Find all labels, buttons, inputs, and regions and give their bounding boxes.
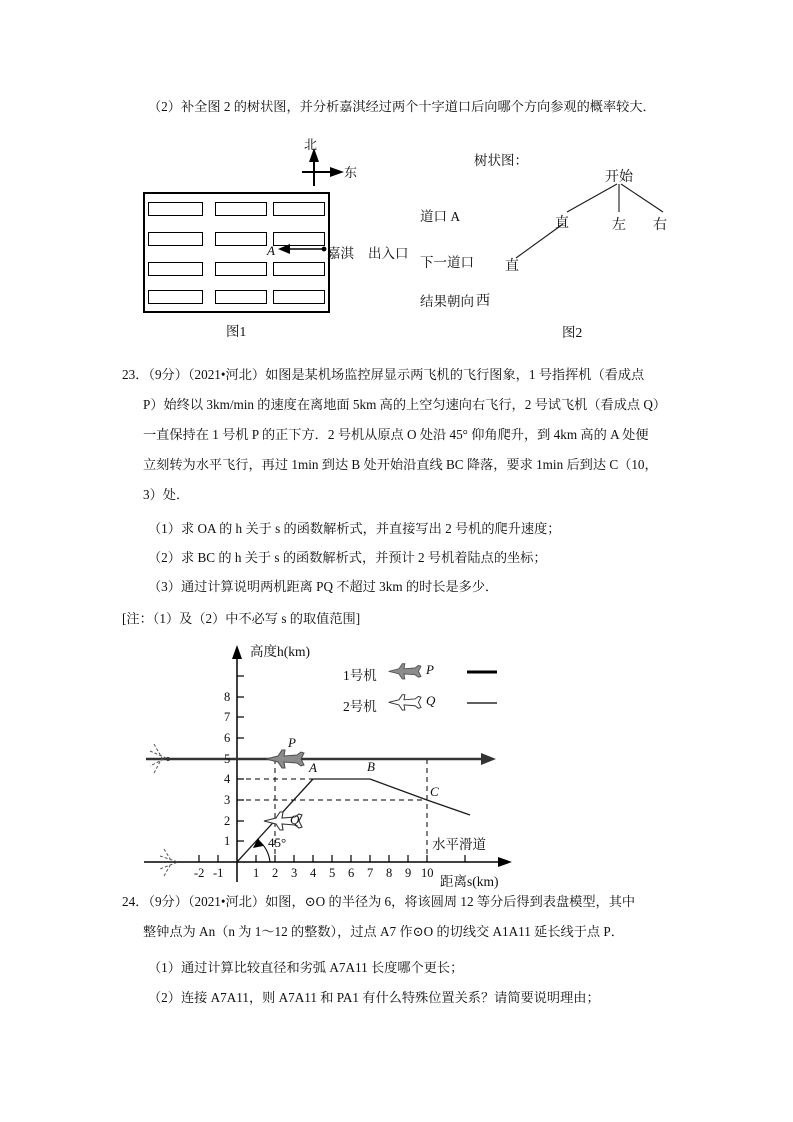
figure2-caption: 图2	[562, 325, 583, 340]
chart-ytick-5: 5	[224, 752, 231, 766]
compass-rose	[296, 137, 396, 190]
chart-ytick-2: 2	[224, 814, 231, 828]
q24-sub-1: （2）连接 A7A11，则 A7A11 和 PA1 有什么特殊位置关系？请简要说明理由；	[148, 990, 600, 1005]
chart-xtick-6: 6	[348, 866, 355, 880]
tree-node-l2-0: 直	[505, 259, 519, 274]
chart-xtick-4: 4	[310, 866, 317, 880]
figure1-point-a-label: A	[267, 243, 275, 258]
parking-slot	[273, 202, 325, 216]
legend-label-2: 2号机	[343, 699, 377, 714]
parking-slot-row	[143, 202, 330, 216]
tree-node-l1-0: 直	[555, 216, 569, 231]
q23-sub-1: （2）求 BC 的 h 关于 s 的函数解析式，并预计 2 号机着陆点的坐标；	[148, 550, 547, 565]
figure2-tree-diagram	[420, 150, 680, 340]
parking-slot	[215, 232, 267, 246]
figure1-entrance-label: 出入口	[368, 246, 409, 261]
chart-xtick-3: 3	[291, 866, 298, 880]
chart-xtick--1: -1	[213, 866, 224, 880]
legend-point-2: Q	[426, 693, 436, 708]
figure1-person-label: 嘉淇	[327, 246, 354, 261]
q23-line-3: 立刻转为水平飞行，再过 1min 到达 B 处开始沿直线 BC 降落，要求 1min 后到达 C（10，	[143, 457, 658, 472]
chart-ytick-4: 4	[224, 772, 231, 786]
q22-part2-text: （2）补全图 2 的树状图，并分析嘉淇经过两个十字道口后向哪个方向参观的概率较大．	[148, 99, 656, 114]
tree-row-label-0: 道口 A	[420, 209, 461, 224]
chart-ylabel: 高度h(km)	[250, 644, 310, 659]
chart-point-label-a: A	[309, 760, 317, 775]
figure1-direction-arrow	[276, 240, 324, 258]
parking-slot	[148, 262, 203, 276]
chart-xtick-5: 5	[329, 866, 336, 880]
parking-slot	[215, 290, 267, 304]
figure1-caption: 图1	[226, 324, 247, 339]
q23-line-0: 23．（9分）（2021•河北）如图是某机场监控屏显示两飞机的飞行图象，1 号指挥机（看成点	[122, 367, 645, 382]
tree-node-root: 开始	[605, 170, 633, 185]
q23-line-2: 一直保持在 1 号机 P 的正下方．2 号机从原点 O 处沿 45° 仰角爬升，到 4km 高的 A 处便	[143, 427, 649, 442]
q23-sub-2: （3）通过计算说明两机距离 PQ 不超过 3km 的时长是多少．	[148, 579, 499, 594]
chart-ytick-8: 8	[224, 690, 231, 704]
chart-runway-label: 水平滑道	[432, 837, 486, 852]
q23-sub-0: （1）求 OA 的 h 关于 s 的函数解析式，并直接写出 2 号机的爬升速度；	[148, 521, 561, 536]
q23-line-1: P）始终以 3km/min 的速度在离地面 5km 高的上空匀速向右飞行，2 号试飞机（看成点 Q）	[143, 397, 667, 412]
chart-xtick-10: 10	[421, 866, 434, 880]
parking-slot	[148, 202, 203, 216]
chart-point-label-q: Q	[290, 812, 300, 827]
chart-xtick-2: 2	[272, 866, 279, 880]
parking-slot	[148, 232, 203, 246]
tree-node-l1-1: 左	[612, 218, 626, 233]
tree-node-l1-2: 右	[653, 218, 667, 233]
legend-label-1: 1号机	[343, 668, 377, 683]
q24-line-0: 24．（9分）（2021•河北）如图，⊙O 的半径为 6，将该圆周 12 等分后得到表盘模型，其中	[122, 894, 636, 909]
chart-ytick-3: 3	[224, 793, 231, 807]
chart-canvas	[140, 640, 640, 890]
compass-east-label: 东	[344, 165, 358, 180]
parking-slot	[148, 290, 203, 304]
chart-xtick-1: 1	[253, 866, 260, 880]
figure2-title: 树状图：	[474, 153, 528, 168]
chart-angle-label: 45°	[268, 835, 287, 850]
chart-ytick-6: 6	[224, 731, 231, 745]
chart-point-label-b: B	[367, 759, 375, 774]
parking-slot	[273, 262, 325, 276]
chart-xtick--2: -2	[194, 866, 205, 880]
legend-point-1: P	[426, 662, 434, 677]
flight-graph	[140, 640, 640, 890]
q24-sub-0: （1）通过计算比较直径和劣弧 A7A11 长度哪个更长；	[148, 960, 464, 975]
chart-ytick-7: 7	[224, 710, 231, 724]
tree-node-l3-0: 西	[476, 294, 490, 309]
chart-xtick-8: 8	[386, 866, 393, 880]
chart-xlabel: 距离s(km)	[440, 874, 499, 889]
tree-row-label-2: 结果朝向	[420, 294, 474, 309]
q23-note: [注：（1）及（2）中不必写 s 的取值范围]	[122, 611, 361, 626]
parking-slot-row	[143, 290, 330, 304]
compass-north-label: 北	[304, 137, 318, 152]
legend-plane-icon-2	[389, 695, 421, 710]
parking-slot	[273, 290, 325, 304]
parking-slot-row	[143, 262, 330, 276]
parking-slot	[215, 202, 267, 216]
q23-line-4: 3）处．	[143, 487, 190, 502]
q24-line-1: 整钟点为 An（n 为 1～12 的整数），过点 A7 作⊙O 的切线交 A1A11 延长线于点 P．	[143, 924, 624, 939]
chart-point-label-p: P	[288, 735, 296, 750]
chart-point-label-c: C	[430, 784, 439, 799]
plane-icon-p	[266, 750, 304, 768]
tree-row-label-1: 下一道口	[420, 255, 474, 270]
chart-xtick-9: 9	[405, 866, 412, 880]
legend-plane-icon-1	[389, 664, 421, 679]
parking-slot	[215, 262, 267, 276]
chart-xtick-7: 7	[367, 866, 374, 880]
chart-ytick-1: 1	[224, 834, 231, 848]
